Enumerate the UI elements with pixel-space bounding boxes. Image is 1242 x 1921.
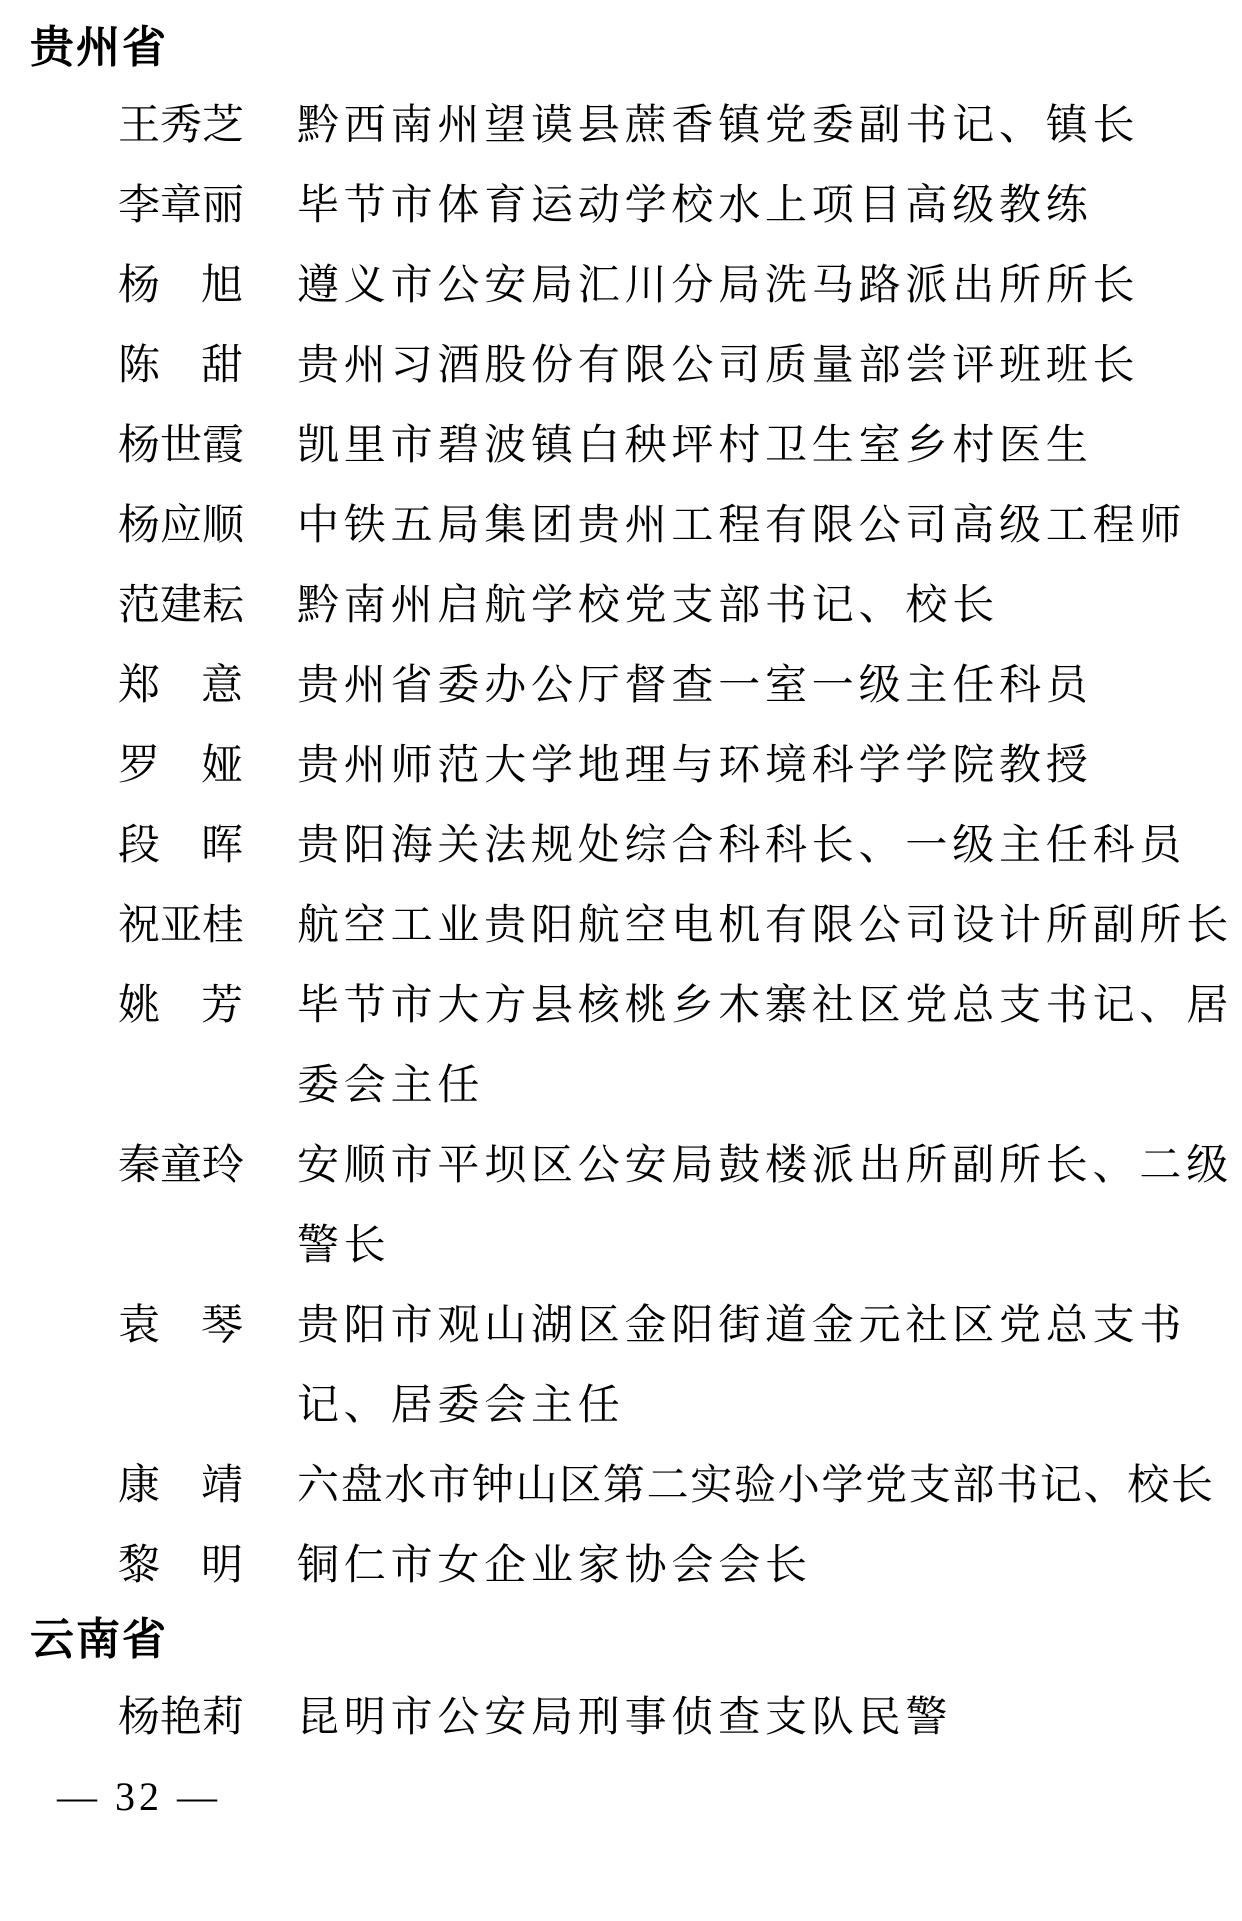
- name-character: 范: [118, 583, 161, 629]
- honoree-entry: [118, 246, 1242, 326]
- name-character: 康: [118, 1463, 161, 1509]
- person-name: [118, 86, 243, 166]
- honoree-entry: [118, 406, 1242, 486]
- role-line: 贵阳海关法规处综合科科长、一级主任科员: [297, 823, 1187, 869]
- person-role: [297, 886, 1233, 966]
- name-character: 建: [160, 583, 203, 629]
- name-character: 世: [160, 423, 203, 469]
- role-line: 贵州师范大学地理与环境科学学院教授: [297, 743, 1093, 789]
- name-character: 芳: [200, 983, 243, 1029]
- province-header: 云南省: [30, 1615, 168, 1664]
- honoree-entry: [118, 886, 1242, 966]
- person-name: [118, 406, 243, 486]
- role-line: 航空工业贵阳航空电机有限公司设计所副所长: [297, 903, 1234, 949]
- name-character: 杨: [118, 423, 161, 469]
- person-name: [118, 1446, 243, 1526]
- person-name: [118, 1126, 243, 1206]
- person-name: [118, 646, 243, 726]
- name-character: 黎: [118, 1543, 161, 1589]
- honoree-entry: [118, 1678, 1242, 1758]
- name-character: 莉: [202, 1695, 245, 1741]
- person-name: [118, 806, 243, 886]
- honoree-entry: [118, 726, 1242, 806]
- name-character: 桂: [202, 903, 245, 949]
- name-character: 章: [160, 183, 203, 229]
- person-role: [297, 1678, 952, 1758]
- name-character: 亚: [160, 903, 203, 949]
- person-role: [297, 326, 1139, 406]
- name-character: 袁: [118, 1303, 161, 1349]
- role-line: 凯里市碧波镇白秧坪村卫生室乡村医生: [297, 423, 1093, 469]
- honoree-entry: [118, 1126, 1242, 1286]
- name-character: 晖: [200, 823, 243, 869]
- person-name: [118, 1286, 243, 1366]
- name-character: 李: [118, 183, 161, 229]
- person-name: [118, 486, 243, 566]
- person-name: [118, 966, 243, 1046]
- name-character: 段: [118, 823, 161, 869]
- name-character: 甜: [200, 343, 243, 389]
- role-line: 贵州习酒股份有限公司质量部尝评班班长: [297, 343, 1140, 389]
- name-character: 杨: [118, 263, 161, 309]
- person-role: [297, 246, 1139, 326]
- name-character: 芝: [202, 103, 245, 149]
- honoree-entry: [118, 326, 1242, 406]
- honoree-entry: [118, 966, 1242, 1126]
- role-line: 贵州省委办公厅督查一室一级主任科员: [297, 663, 1093, 709]
- name-character: 明: [200, 1543, 243, 1589]
- name-character: 娅: [200, 743, 243, 789]
- name-character: 童: [160, 1143, 203, 1189]
- person-role: [297, 166, 1093, 246]
- person-name: [118, 1678, 243, 1758]
- name-character: 秦: [118, 1143, 161, 1189]
- name-character: 秀: [160, 103, 203, 149]
- honoree-entry: [118, 1286, 1242, 1446]
- name-character: 意: [200, 663, 243, 709]
- person-name: [118, 566, 243, 646]
- honoree-entry: [118, 1526, 1242, 1606]
- name-character: 顺: [202, 503, 245, 549]
- role-line: 警长: [297, 1223, 391, 1269]
- person-name: [118, 726, 243, 806]
- role-line: 记、居委会主任: [297, 1383, 625, 1429]
- name-character: 应: [160, 503, 203, 549]
- role-line: 安顺市平坝区公安局鼓楼派出所副所长、二级: [297, 1143, 1234, 1189]
- province-sections: [0, 14, 1242, 1758]
- name-character: 王: [118, 103, 161, 149]
- name-character: 琴: [200, 1303, 243, 1349]
- honoree-list: [118, 1678, 1242, 1758]
- province-section: [0, 1606, 1242, 1758]
- honoree-entry: [118, 1446, 1242, 1526]
- role-line: 毕节市大方县核桃乡木寨社区党总支书记、居: [297, 983, 1234, 1029]
- honoree-list: [118, 86, 1242, 1606]
- person-name: [118, 1526, 243, 1606]
- person-role: [297, 806, 1186, 886]
- name-character: 玲: [202, 1143, 245, 1189]
- name-character: 旭: [200, 263, 243, 309]
- person-role: [297, 1286, 1186, 1446]
- name-character: 郑: [118, 663, 161, 709]
- person-role: [297, 966, 1233, 1126]
- person-name: [118, 246, 243, 326]
- name-character: 祝: [118, 903, 161, 949]
- person-role: [297, 646, 1093, 726]
- province-header: 贵州省: [30, 23, 168, 72]
- honoree-entry: [118, 646, 1242, 726]
- honoree-entry: [118, 486, 1242, 566]
- role-line: 毕节市体育运动学校水上项目高级教练: [297, 183, 1093, 229]
- person-role: [297, 486, 1186, 566]
- honoree-entry: [118, 806, 1242, 886]
- role-line: 委会主任: [297, 1063, 485, 1109]
- role-line: 遵义市公安局汇川分局洗马路派出所所长: [297, 263, 1140, 309]
- honoree-entry: [118, 566, 1242, 646]
- person-name: [118, 886, 243, 966]
- name-character: 杨: [118, 1695, 161, 1741]
- role-line: 六盘水市钟山区第二实验小学党支部书记、校长: [297, 1463, 1215, 1509]
- name-character: 丽: [202, 183, 245, 229]
- honoree-entry: [118, 166, 1242, 246]
- name-character: 靖: [200, 1463, 243, 1509]
- province-section: [0, 14, 1242, 1606]
- person-name: [118, 326, 243, 406]
- person-role: [297, 86, 1139, 166]
- person-role: [297, 1526, 812, 1606]
- page-number: — 32 —: [57, 1774, 221, 1819]
- person-role: [297, 566, 999, 646]
- person-role: [297, 406, 1093, 486]
- role-line: 黔西南州望谟县蔗香镇党委副书记、镇长: [297, 103, 1140, 149]
- name-character: 罗: [118, 743, 161, 789]
- honoree-entry: [118, 86, 1242, 166]
- name-character: 杨: [118, 503, 161, 549]
- person-role: [297, 1126, 1233, 1286]
- name-character: 耘: [202, 583, 245, 629]
- person-role: [297, 726, 1093, 806]
- name-character: 陈: [118, 343, 161, 389]
- role-line: 中铁五局集团贵州工程有限公司高级工程师: [297, 503, 1187, 549]
- name-character: 艳: [160, 1695, 203, 1741]
- role-line: 黔南州启航学校党支部书记、校长: [297, 583, 1000, 629]
- person-role: [297, 1446, 1215, 1526]
- person-name: [118, 166, 243, 246]
- name-character: 姚: [118, 983, 161, 1029]
- role-line: 贵阳市观山湖区金阳街道金元社区党总支书: [297, 1303, 1187, 1349]
- role-line: 铜仁市女企业家协会会长: [297, 1543, 812, 1589]
- role-line: 昆明市公安局刑事侦查支队民警: [297, 1695, 953, 1741]
- name-character: 霞: [202, 423, 245, 469]
